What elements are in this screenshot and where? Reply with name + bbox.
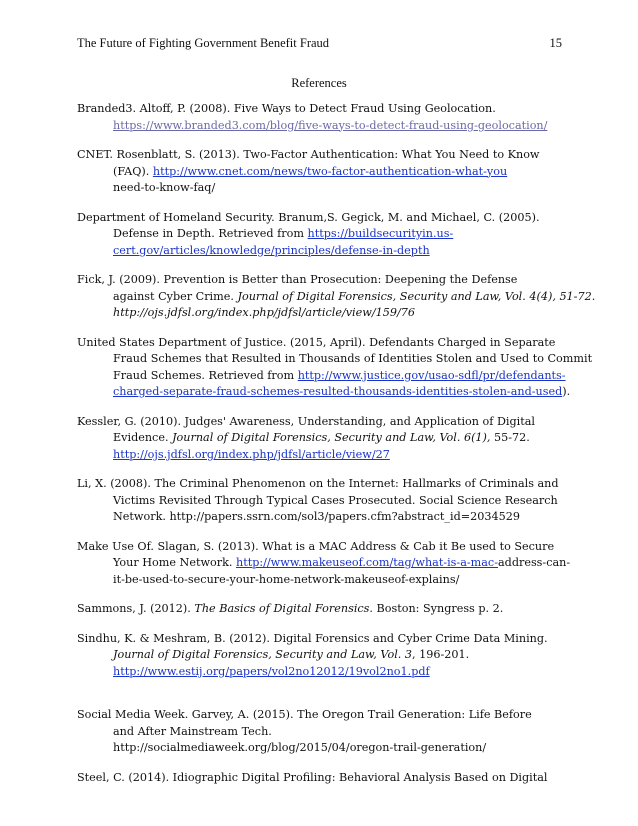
reference-entry xyxy=(77,476,578,526)
reference-text: Sammons, J. (2012). xyxy=(77,602,195,615)
reference-text: United States Department of Justice. (2015, April). Defendants Charged in Separate xyxy=(77,335,556,349)
reference-url-text: http://ojs.jdfsl.org/index.php/jdfsl/article/view/159/76 xyxy=(113,306,415,319)
reference-entry xyxy=(77,210,578,260)
reference-link[interactable]: charged-separate-fraud-schemes-resulted-thousands-identities-stolen-and-used xyxy=(113,385,563,398)
reference-text: Fraud Schemes that Resulted in Thousands of Identities Stolen and Used to Commit xyxy=(113,352,593,365)
reference-link[interactable]: http://ojs.jdfsl.org/index.php/jdfsl/article/view/27 xyxy=(113,447,390,461)
reference-text: Defense in Depth. Retrieved from xyxy=(113,227,308,240)
reference-text: against Cyber Crime. xyxy=(113,289,238,303)
reference-entry xyxy=(77,601,578,618)
reference-text: 55-72. xyxy=(490,431,530,444)
reference-entry xyxy=(77,335,593,401)
reference-text: Kessler, G. (2010). Judges' Awareness, Understanding, and Application of Digital xyxy=(77,414,535,428)
reference-text: CNET. Rosenblatt, S. (2013). Two-Factor Authentication: What You Need to Know xyxy=(77,148,540,161)
reference-entry xyxy=(77,770,578,787)
reference-text: Sindhu, K. & Meshram, B. (2012). Digital Forensics and Cyber Crime Data Mining. xyxy=(77,631,548,645)
reference-text: and After Mainstream Tech. xyxy=(113,724,272,738)
reference-text: need-to-know-faq/ xyxy=(113,181,216,194)
reference-text: Fraud Schemes. Retrieved from xyxy=(113,368,298,382)
reference-entry xyxy=(77,707,578,757)
section-title: References xyxy=(291,76,347,90)
reference-text: , 196-201. xyxy=(412,648,470,661)
reference-text: Branded3. Altoff, P. (2008). Five Ways to Detect Fraud Using Geolocation. xyxy=(77,102,496,115)
reference-link[interactable]: http://www.cnet.com/news/two-factor-authentication-what-you xyxy=(152,164,508,178)
reference-text: Steel, C. (2014). Idiographic Digital Profiling: Behavioral Analysis Based on Digital xyxy=(77,770,548,784)
reference-link[interactable]: http://www.justice.gov/usao-sdfl/pr/defendants- xyxy=(297,368,566,382)
journal-name: Journal of Digital Forensics, Security and Law, Vol. 4(4), 51-72. xyxy=(237,289,596,303)
reference-text: http://socialmediaweek.org/blog/2015/04/oregon-trail-generation/ xyxy=(113,741,487,754)
reference-text: Victims Revisited Through Typical Cases Prosecuted. Social Science Research xyxy=(113,493,558,507)
reference-entry xyxy=(77,414,578,464)
reference-list xyxy=(77,101,596,799)
reference-text: Fick, J. (2009). Prevention is Better than Prosecution: Deepening the Defense xyxy=(77,273,518,286)
reference-link[interactable]: http://www.estij.org/papers/vol2no12012/19vol2no1.pdf xyxy=(113,664,430,678)
reference-link[interactable]: http://www.makeuseof.com/tag/what-is-a-mac- xyxy=(236,556,498,569)
reference-text: Make Use Of. Slagan, S. (2013). What is a MAC Address & Cab it Be used to Secure xyxy=(77,539,555,553)
page-number: 15 xyxy=(549,36,562,50)
reference-text: Social Media Week. Garvey, A. (2015). The Oregon Trail Generation: Life Before xyxy=(77,708,532,721)
reference-entry xyxy=(77,539,578,589)
journal-name: Journal of Digital Forensics, Security and Law, Vol. 6(1), xyxy=(172,431,491,444)
reference-text: address-can- xyxy=(497,556,571,569)
reference-link[interactable]: cert.gov/articles/knowledge/principles/defense-in-depth xyxy=(113,243,430,257)
reference-text: Li, X. (2008). The Criminal Phenomenon on the Internet: Hallmarks of Criminals and xyxy=(77,477,559,490)
reference-text: Evidence. xyxy=(113,431,173,444)
reference-entry xyxy=(77,147,578,197)
reference-text: (FAQ). xyxy=(113,164,153,178)
reference-text: it-be-used-to-secure-your-home-network-makeuseof-explains/ xyxy=(113,572,460,586)
reference-link[interactable]: https://buildsecurityin.us- xyxy=(307,227,454,240)
reference-entry xyxy=(77,272,596,322)
reference-text: Department of Homeland Security. Branum,S. Gegick, M. and Michael, C. (2005). xyxy=(77,210,540,224)
reference-entry xyxy=(77,631,578,681)
reference-entry xyxy=(77,101,578,134)
reference-text: Your Home Network. xyxy=(113,556,236,569)
book-title: The Basics of Digital Forensics. xyxy=(194,602,373,615)
reference-text: Boston: Syngress p. 2. xyxy=(372,602,504,615)
journal-name: Journal of Digital Forensics, Security and Law, Vol. 3 xyxy=(113,648,413,661)
reference-text: ). xyxy=(562,385,571,398)
header-title: The Future of Fighting Government Benefit Fraud xyxy=(77,36,330,50)
reference-text: Network. http://papers.ssrn.com/sol3/papers.cfm?abstract_id=2034529 xyxy=(113,510,520,523)
reference-link[interactable]: https://www.branded3.com/blog/five-ways-to-detect-fraud-using-geolocation/ xyxy=(113,118,548,132)
running-header xyxy=(77,36,562,51)
